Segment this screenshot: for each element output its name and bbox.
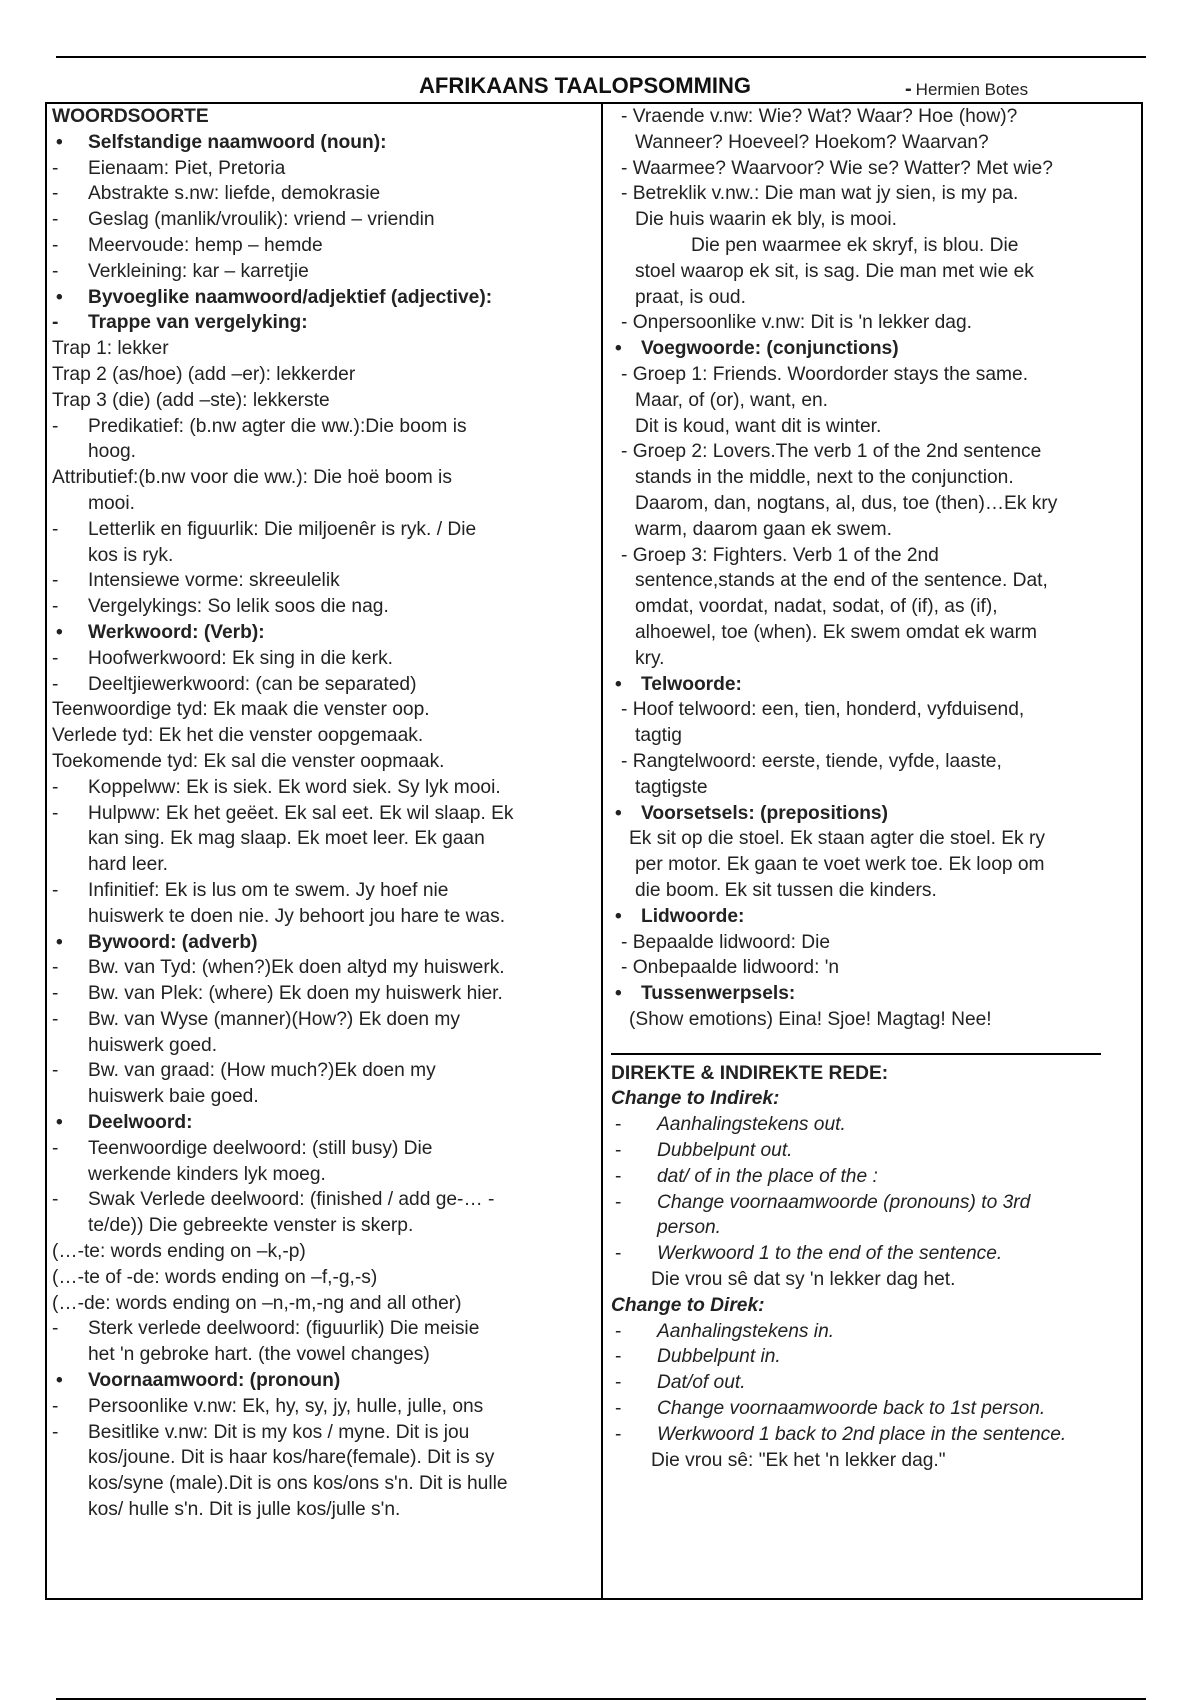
text-line: Toekomende tyd: Ek sal die venster oopmaak. (52, 750, 445, 772)
text-line: kry. (635, 647, 665, 669)
list-item: - Hoofwerkwoord: Ek sing in die kerk. (52, 646, 597, 672)
text-line: kos/joune. Dit is haar kos/hare(female). Dit is sy (88, 1447, 495, 1469)
text-line: warm, daarom gaan ek swem. (635, 518, 892, 540)
list-item: - Abstrakte s.nw: liefde, demokrasie (52, 181, 597, 207)
list-item: - Letterlik en figuurlik: Die miljoenêr is ryk. / Die (52, 517, 597, 543)
list-item: - Dubbelpunt in. (611, 1344, 1141, 1370)
list-item: - Groep 3: Fighters. Verb 1 of the 2nd (611, 543, 1141, 569)
text-line: huiswerk te doen nie. Jy behoort jou hare te was. (88, 905, 506, 927)
list-item: - Aanhalingstekens in. (611, 1319, 1141, 1345)
right-column (611, 104, 1141, 1473)
list-item: - Betreklik v.nw.: Die man wat jy sien, is my pa. (611, 181, 1141, 207)
topic-pronoun: • Voornaamwoord: (pronoun) (52, 1368, 597, 1394)
list-item: - Deeltjiewerkwoord: (can be separated) (52, 672, 597, 698)
topic-adjective: • Byvoeglike naamwoord/adjektief (adjective): (52, 285, 597, 311)
text-line: Trap 1: lekker (52, 338, 169, 360)
list-item: - Groep 2: Lovers.The verb 1 of the 2nd sentence (611, 439, 1141, 465)
text-line: Dit is koud, want dit is winter. (635, 415, 882, 437)
list-item: - Bw. van Plek: (where) Ek doen my huiswerk hier. (52, 981, 597, 1007)
topic-noun: • Selfstandige naamwoord (noun): (52, 130, 597, 156)
topic-numerals: • Telwoorde: (611, 672, 1141, 698)
text-line: kos/ hulle s'n. Dit is julle kos/julle s'n. (88, 1499, 401, 1521)
text-line: tagtigste (635, 776, 708, 798)
text-line: (…-de: words ending on –n,-m,-ng and all other) (52, 1292, 462, 1314)
text-line: stoel waarop ek sit, is sag. Die man met wie ek (635, 260, 1034, 282)
list-item: - Geslag (manlik/vroulik): vriend – vriendin (52, 207, 597, 233)
list-item: - Change voornaamwoorde (pronouns) to 3rd (611, 1190, 1141, 1216)
list-item: - Dubbelpunt out. (611, 1138, 1141, 1164)
text-line: Daarom, dan, nogtans, al, dus, toe (then)…Ek kry (635, 492, 1058, 514)
subheading-direct: Change to Direk: (611, 1294, 765, 1316)
text-line: huiswerk baie goed. (88, 1086, 259, 1108)
list-item: - Trappe van vergelyking: (52, 310, 597, 336)
list-item: - Onpersoonlike v.nw: Dit is 'n lekker dag. (611, 310, 1141, 336)
topic-prepositions: • Voorsetsels: (prepositions) (611, 801, 1141, 827)
left-column (52, 104, 597, 1523)
page-title: AFRIKAANS TAALOPSOMMING (419, 73, 752, 98)
text-line: het 'n gebroke hart. (the vowel changes) (88, 1344, 430, 1366)
list-item: - Bw. van Wyse (manner)(How?) Ek doen my (52, 1007, 597, 1033)
list-item: - dat/ of in the place of the : (611, 1164, 1141, 1190)
topic-adverb: • Bywoord: (adverb) (52, 930, 597, 956)
section-heading: WOORDSOORTE (52, 106, 209, 127)
list-item: - Swak Verlede deelwoord: (finished / add ge-… - (52, 1187, 597, 1213)
list-item: - Hoof telwoord: een, tien, honderd, vyfduisend, (611, 697, 1141, 723)
text-line: Die huis waarin ek bly, is mooi. (635, 209, 897, 231)
list-item: - Eienaam: Piet, Pretoria (52, 156, 597, 182)
list-item: - Meervoude: hemp – hemde (52, 233, 597, 259)
text-line: huiswerk goed. (88, 1034, 218, 1056)
example-line: Die vrou sê dat sy 'n lekker dag het. (651, 1269, 956, 1291)
list-item: - Vergelykings: So lelik soos die nag. (52, 594, 597, 620)
list-item: - Change voornaamwoorde back to 1st person. (611, 1396, 1141, 1422)
text-line: stands in the middle, next to the conjunction. (635, 467, 1014, 489)
text-line: Die pen waarmee ek skryf, is blou. Die (691, 234, 1019, 256)
text-line: kos is ryk. (88, 544, 174, 566)
list-item: - Verkleining: kar – karretjie (52, 259, 597, 285)
topic-participle: • Deelwoord: (52, 1110, 597, 1136)
list-item: - Infinitief: Ek is lus om te swem. Jy hoef nie (52, 878, 597, 904)
list-item: - Teenwoordige deelwoord: (still busy) Die (52, 1136, 597, 1162)
text-line: die boom. Ek sit tussen die kinders. (635, 879, 937, 901)
author-name-text: Hermien Botes (915, 80, 1029, 99)
column-divider (601, 102, 603, 1600)
section-heading-speech: DIREKTE & INDIREKTE REDE: (611, 1053, 1101, 1087)
text-line: kan sing. Ek mag slaap. Ek moet leer. Ek gaan (88, 828, 485, 850)
text-line: Wanneer? Hoeveel? Hoekom? Waarvan? (635, 131, 989, 153)
text-line: hard leer. (88, 854, 169, 876)
list-item: - Vraende v.nw: Wie? Wat? Waar? Hoe (how)? (611, 104, 1141, 130)
list-item: - Predikatief: (b.nw agter die ww.):Die boom is (52, 414, 597, 440)
text-line: omdat, voordat, nadat, sodat, of (if), as (if), (635, 596, 998, 618)
text-line: (Show emotions) Eina! Sjoe! Magtag! Nee! (629, 1008, 992, 1030)
text-line: Ek sit op die stoel. Ek staan agter die stoel. Ek ry (629, 828, 1045, 850)
text-line: werkende kinders lyk moeg. (88, 1163, 326, 1185)
text-line: te/de)) Die gebreekte venster is skerp. (88, 1215, 414, 1237)
list-item: - Intensiewe vorme: skreeulelik (52, 568, 597, 594)
list-item: - Werkwoord 1 back to 2nd place in the sentence. (611, 1422, 1141, 1448)
text-line: tagtig (635, 725, 682, 747)
list-item: - Koppelww: Ek is siek. Ek word siek. Sy lyk mooi. (52, 775, 597, 801)
list-item: - Dat/of out. (611, 1370, 1141, 1396)
text-line: alhoewel, toe (when). Ek swem omdat ek warm (635, 621, 1038, 643)
text-line: Trap 3 (die) (add –ste): lekkerste (52, 389, 330, 411)
list-item: - Hulpww: Ek het geëet. Ek sal eet. Ek wil slaap. Ek (52, 801, 597, 827)
text-line: (…-te of -de: words ending on –f,-g,-s) (52, 1266, 378, 1288)
text-line: sentence,stands at the end of the sentence. Dat, (635, 570, 1048, 592)
topic-articles: • Lidwoorde: (611, 904, 1141, 930)
text-line: Teenwoordige tyd: Ek maak die venster oop. (52, 699, 430, 721)
list-item: - Rangtelwoord: eerste, tiende, vyfde, laaste, (611, 749, 1141, 775)
text-line: praat, is oud. (635, 286, 746, 308)
list-item: - Besitlike v.nw: Dit is my kos / myne. Dit is jou (52, 1420, 597, 1446)
text-line: per motor. Ek gaan te voet werk toe. Ek loop om (635, 854, 1045, 876)
topic-conjunctions: • Voegwoorde: (conjunctions) (611, 336, 1141, 362)
topic-interjections: • Tussenwerpsels: (611, 981, 1141, 1007)
list-item: - Werkwoord 1 to the end of the sentence. (611, 1241, 1141, 1267)
list-item: - Bepaalde lidwoord: Die (611, 930, 1141, 956)
list-item: - Persoonlike v.nw: Ek, hy, sy, jy, hulle, julle, ons (52, 1394, 597, 1420)
example-line: Die vrou sê: "Ek het 'n lekker dag." (651, 1449, 946, 1471)
list-item: - Waarmee? Waarvoor? Wie se? Watter? Met wie? (611, 156, 1141, 182)
list-item: - Aanhalingstekens out. (611, 1112, 1141, 1138)
author-name: - Hermien Botes (905, 78, 1029, 100)
text-line: Maar, of (or), want, en. (635, 389, 829, 411)
text-line: Trap 2 (as/hoe) (add –er): lekkerder (52, 363, 356, 385)
text-line: person. (657, 1217, 721, 1239)
list-item: - Groep 1: Friends. Woordorder stays the same. (611, 362, 1141, 388)
list-item: - Bw. van Tyd: (when?)Ek doen altyd my huiswerk. (52, 955, 597, 981)
list-item: - Sterk verlede deelwoord: (figuurlik) Die meisie (52, 1316, 597, 1342)
text-line: mooi. (88, 492, 135, 514)
top-rule (56, 56, 1146, 58)
text-line: (…-te: words ending on –k,-p) (52, 1241, 306, 1263)
list-item: - Bw. van graad: (How much?)Ek doen my (52, 1058, 597, 1084)
list-item: - Onbepaalde lidwoord: 'n (611, 955, 1141, 981)
subheading-indirect: Change to Indirek: (611, 1088, 780, 1110)
text-line: hoog. (88, 441, 137, 463)
topic-verb: • Werkwoord: (Verb): (52, 620, 597, 646)
text-line: Attributief:(b.nw voor die ww.): Die hoë boom is (52, 467, 452, 489)
text-line: kos/syne (male).Dit is ons kos/ons s'n. Dit is hulle (88, 1473, 508, 1495)
text-line: Verlede tyd: Ek het die venster oopgemaak. (52, 725, 424, 747)
